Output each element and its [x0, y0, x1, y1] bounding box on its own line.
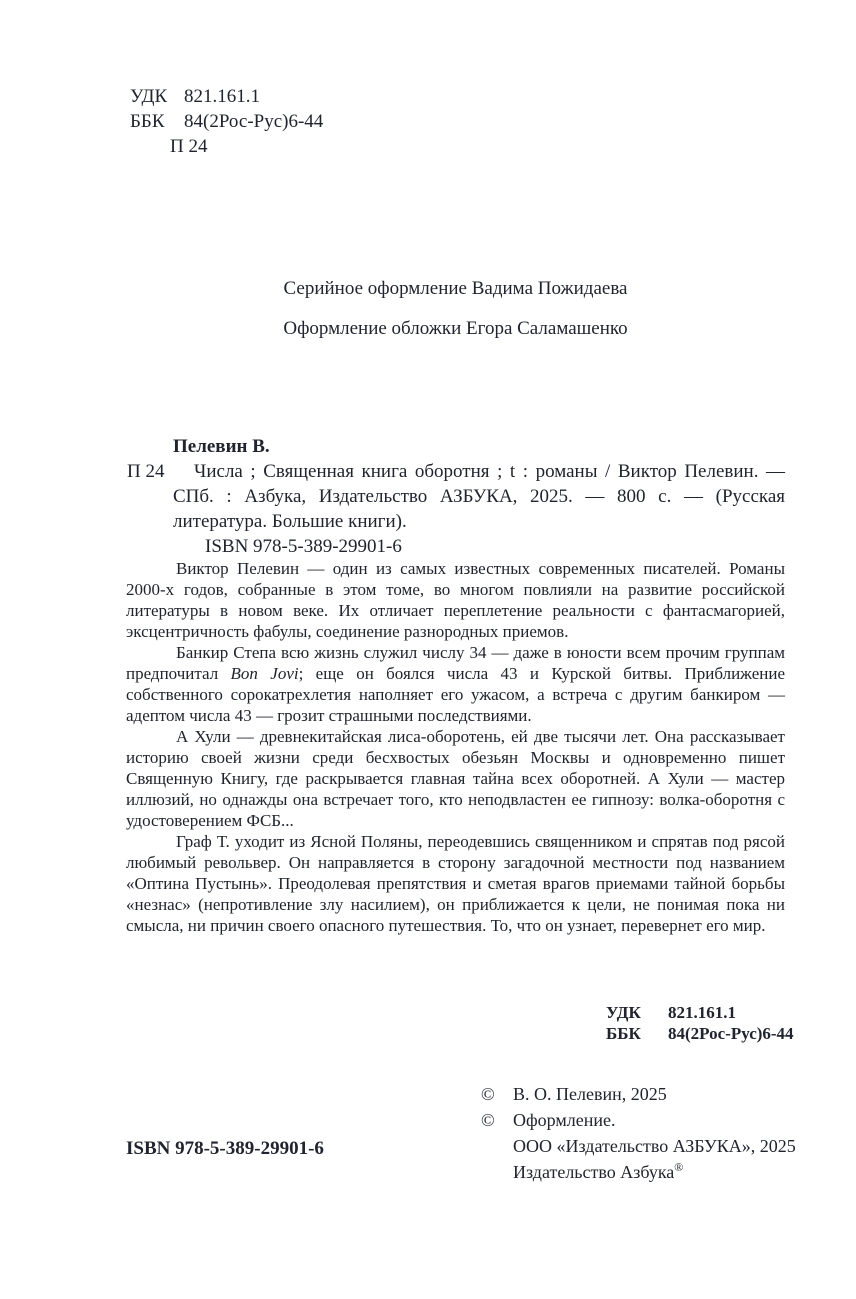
footer-udk-value: 821.161.1: [668, 1003, 736, 1022]
catalog-isbn: ISBN 978-5-389-29901-6: [205, 536, 402, 557]
udk-label: УДК: [130, 86, 168, 107]
copyright-author-line: [481, 1081, 796, 1107]
publisher-brand-line: [481, 1159, 796, 1185]
copyright-symbol: ©: [481, 1084, 495, 1104]
author-sign: П 24: [170, 136, 208, 157]
classification-codes-block: [130, 84, 323, 159]
footer-bbk-value: 84(2Рос-Рус)6-44: [668, 1024, 794, 1043]
catalog-description: Числа ; Священная книга оборотня ; t : романы / Виктор Пелевин. — СПб. : Азбука, Издательство АЗБУКА, 2025. — 800 с. — (Русская литература. Большие книги).: [173, 461, 785, 532]
annotation-paragraph-4: Граф Т. уходит из Ясной Поляны, переодевшись священником и спрятав под рясой любимый револьвер. Он направляется в сторону загадочной местности под названием «Оптина Пустынь». Преодолевая препятствия и сметая врагов приемами тайной борьбы «незнас» (непротивление злу насилием), он приближается к цели, не понимая пока ни смысла, ни причин своего опасного путешествия. То, что он узнает, перевернет его мир.: [126, 832, 785, 935]
footer-bbk-label: ББК: [606, 1024, 641, 1043]
catalog-author: Пелевин В.: [173, 436, 270, 457]
annotation-block: [126, 558, 785, 936]
design-credits: [126, 277, 785, 341]
series-design-credit: Серийное оформление Вадима Пожидаева: [283, 278, 628, 299]
bbk-value: 84(2Рос-Рус)6-44: [184, 111, 324, 132]
footer-udk-label: УДК: [606, 1003, 641, 1022]
copyright-author-text: В. О. Пелевин, 2025: [513, 1084, 667, 1104]
footer-bbk-line: [606, 1023, 794, 1044]
annotation-paragraph-2: [126, 642, 785, 726]
udk-value: 821.161.1: [184, 86, 260, 107]
annotation-paragraph-2-end: ; еще он боялся числа 43 и Курской битвы. Приближение собственного сорокатрехлетия наполняет его ужасом, а встреча с другим банкиром — адептом числа 43 — грозит страшными последствиями.: [126, 664, 785, 725]
annotation-paragraph-1: Виктор Пелевин — один из самых известных современных писателей. Романы 2000-х годов, собранные в этом томе, во многом повлияли на развитие российской литературы в новом веке. Их отличает переплетение реальности с фантасмагорией, эксцентричность фабулы, соединение разнородных приемов.: [126, 559, 785, 641]
isbn-footer: ISBN 978-5-389-29901-6: [126, 1138, 324, 1159]
bbk-code-line: [130, 109, 323, 134]
annotation-paragraph-3: А Хули — древнекитайская лиса-оборотень, ей две тысячи лет. Она рассказывает историю своей жизни среди бесхвостых обезьян Москвы и одновременно пишет Священную Книгу, где раскрывается главная тайна всех оборотней. А Хули — мастер иллюзий, но однажды она встречает того, кто неподвластен ее гипнозу: волка-оборотня с удостоверением ФСБ...: [126, 727, 785, 830]
udk-code-line: [130, 84, 323, 109]
catalog-entry: [126, 434, 785, 559]
footer-udk-line: [606, 1002, 794, 1023]
footer-classification-codes: [606, 1002, 794, 1044]
publisher-llc-line: ООО «Издательство АЗБУКА», 2025: [513, 1136, 796, 1156]
copyright-block: [481, 1081, 796, 1185]
catalog-author-sign: П 24: [127, 461, 165, 482]
band-name-italic: Bon Jovi: [230, 664, 299, 683]
publisher-brand-text: Издательство Азбука: [513, 1162, 675, 1182]
annotation-paragraph-2-start: Банкир Степа всю жизнь служил числу 34 — даже в юности всем прочим группам предпочитал: [126, 643, 785, 683]
bbk-label: ББК: [130, 111, 165, 132]
cover-design-credit: Оформление обложки Егора Саламашенко: [283, 318, 628, 339]
copyright-design-text: Оформление.: [513, 1110, 616, 1130]
copyright-symbol: ©: [481, 1110, 495, 1130]
registered-trademark-mark: ®: [674, 1160, 684, 1174]
copyright-design-line: [481, 1107, 796, 1133]
catalog-entry-inner: [127, 434, 785, 559]
